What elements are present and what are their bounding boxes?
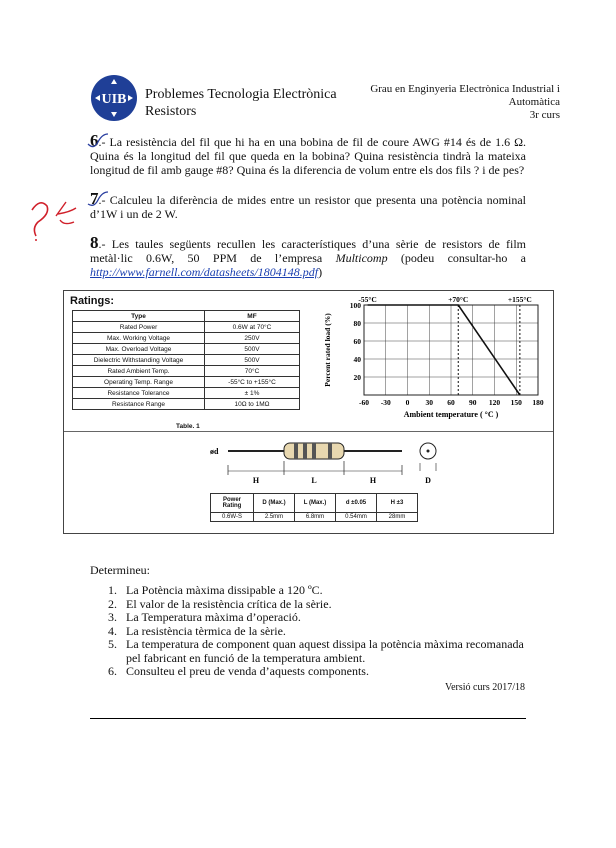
ratings-table (72, 310, 300, 410)
dim-header: L (Max.) (295, 494, 336, 513)
dimensions-table (210, 493, 418, 522)
question-text: La resistència tèrmica de la sèrie. (126, 623, 286, 638)
problem-6 (90, 131, 526, 177)
table-cell: 500V (205, 355, 300, 366)
table-header: Type (73, 311, 205, 322)
label-l: L (311, 476, 317, 485)
dim-header: H ±3 (377, 494, 418, 513)
question-text: La Potència màxima dissipable a 120 ºC. (126, 583, 323, 597)
question-text: El valor de la resistència crítica de la sèrie. (126, 596, 332, 611)
datasheet-link[interactable]: http://www.farnell.com/datasheets/1804148.pdf (90, 265, 319, 279)
course-year: 3r curs (529, 109, 560, 121)
list-number: 6. (108, 664, 117, 678)
handwritten-mark (14, 192, 84, 242)
derating-chart (316, 293, 552, 423)
table-cell: Resistance Range (73, 399, 205, 410)
dim-cell: 0.54mm (336, 513, 377, 522)
ratings-title: Ratings: (70, 295, 114, 307)
table-cell: 70°C (205, 366, 300, 377)
list-item (108, 665, 528, 679)
label-D: D (425, 476, 431, 485)
dim-cell: 28mm (377, 513, 418, 522)
x-tick-label: 150 (510, 398, 522, 407)
footer-rule (90, 718, 526, 719)
table-row (73, 355, 300, 366)
table-row (73, 377, 300, 388)
course-title: Problemes Tecnologia Electrònica (145, 87, 337, 102)
topic-title: Resistors (145, 104, 197, 119)
questions-list (108, 584, 528, 679)
table-row (73, 333, 300, 344)
table-cell: Max. Overload Voltage (73, 344, 205, 355)
problem-8 (90, 233, 526, 279)
company-name: Multicomp (335, 251, 388, 265)
table-header: MF (205, 311, 300, 322)
list-item (108, 625, 528, 639)
dim-cell: 0.6W-S (211, 513, 254, 522)
list-number: 2. (108, 596, 117, 611)
x-axis-label: Ambient temperature ( °C ) (403, 410, 499, 419)
x-tick-label: 0 (405, 398, 410, 407)
header-degree (330, 83, 560, 122)
list-number: 5. (108, 637, 117, 651)
problem-text-end: ) (318, 265, 323, 279)
list-item (108, 584, 528, 598)
annotation-label: +155°C (507, 295, 532, 304)
problem-number: 6 (90, 131, 99, 150)
y-tick-label: 20 (353, 373, 361, 382)
figure-divider (64, 431, 553, 432)
table-row (73, 388, 300, 399)
problem-number: 7 (90, 189, 99, 208)
table-row (73, 344, 300, 355)
y-tick-label: 40 (353, 355, 361, 364)
determineu-label: Determineu: (90, 563, 150, 577)
dim-header: D (Max.) (254, 494, 295, 513)
label-h2: H (369, 476, 377, 485)
table-row (73, 366, 300, 377)
question-text: Consulteu el preu de venda d’aquests components. (126, 664, 369, 678)
label-d: ød (210, 447, 219, 456)
question-text: La Temperatura màxima d’operació. (126, 610, 301, 624)
table-row (73, 399, 300, 410)
list-number: 1. (108, 583, 117, 597)
x-tick-label: 180 (532, 398, 544, 407)
x-tick-label: 60 (447, 398, 455, 407)
table-cell: Max. Working Voltage (73, 333, 205, 344)
table-cell: Dielectric Withstanding Voltage (73, 355, 205, 366)
degree-line2: Automàtica (508, 96, 560, 108)
derating-curve (368, 305, 520, 395)
table-row (73, 322, 300, 333)
table-cell: Rated Ambient Temp. (73, 366, 205, 377)
list-number: 3. (108, 610, 117, 624)
y-tick-label: 60 (353, 337, 361, 346)
list-item (108, 638, 528, 665)
problem-text: .- Les taules següents recullen les característiques d’una sèrie de resistors de film metàl·lic 0.6W, 50 PPM de l’empresa (90, 237, 526, 265)
table-cell: Resistance Tolerance (73, 388, 205, 399)
table-cell: 0.6W at 70°C (205, 322, 300, 333)
pen-checkmark (86, 132, 110, 152)
x-tick-label: -60 (359, 398, 369, 407)
list-number: 4. (108, 623, 117, 638)
table-cell: Operating Temp. Range (73, 377, 205, 388)
dim-header: Power Rating (211, 494, 254, 513)
list-item (108, 598, 528, 612)
table-cell: 250V (205, 333, 300, 344)
pen-checkmark (86, 190, 110, 210)
problem-7 (90, 189, 526, 221)
y-axis-label: Percent rated load (%) (323, 313, 332, 387)
table-cell: Rated Power (73, 322, 205, 333)
dim-cell: 2.5mm (254, 513, 295, 522)
table-cell: -55°C to +155°C (205, 377, 300, 388)
problem-text: .- Calculeu la diferència de mides entre un resistor que presenta una potència nominal d’1W i un de 2 W. (90, 193, 526, 221)
label-h1: H (252, 476, 260, 485)
x-tick-label: 90 (469, 398, 477, 407)
logo-text: UIB (101, 92, 127, 107)
datasheet-figure (63, 290, 554, 534)
y-tick-label: 100 (349, 301, 361, 310)
x-tick-label: -30 (380, 398, 391, 407)
question-text: La temperatura de component quan aquest dissipa la potència màxima recomanada pel fabricant en funció de la temperatura ambient. (126, 637, 524, 665)
y-tick-label: 80 (353, 319, 361, 328)
annotation-label: -55°C (358, 295, 377, 304)
uib-logo (90, 74, 138, 122)
version-label: Versió curs 2017/18 (445, 682, 525, 693)
header-title (145, 86, 337, 120)
table-cell: 500V (205, 344, 300, 355)
problem-text-cont: (podeu consultar-ho a (387, 251, 526, 265)
problem-number: 8 (90, 233, 99, 252)
list-item (108, 611, 528, 625)
dim-header: d ±0.05 (336, 494, 377, 513)
annotation-label: +70°C (448, 295, 469, 304)
resistor-drawing (204, 435, 444, 490)
table-cell: ± 1% (205, 388, 300, 399)
x-tick-label: 30 (425, 398, 433, 407)
table-cell: 10Ω to 1MΩ (205, 399, 300, 410)
x-tick-label: 120 (488, 398, 501, 407)
degree-line1: Grau en Enginyeria Electrònica Industrial i (370, 83, 560, 95)
table-caption: Table. 1 (176, 423, 200, 430)
problem-text: .- La resistència del fil que hi ha en una bobina de fil de coure AWG #14 és de 1.6 Ω. Quina és la longitud del fil que queda en la bobina? Quina resistència tindrà la mateixa longitud de fil amb gauge #8? Quina és la diferencia de volum entre els dos fils ? i de pes? (90, 135, 526, 177)
dim-cell: 6.8mm (295, 513, 336, 522)
